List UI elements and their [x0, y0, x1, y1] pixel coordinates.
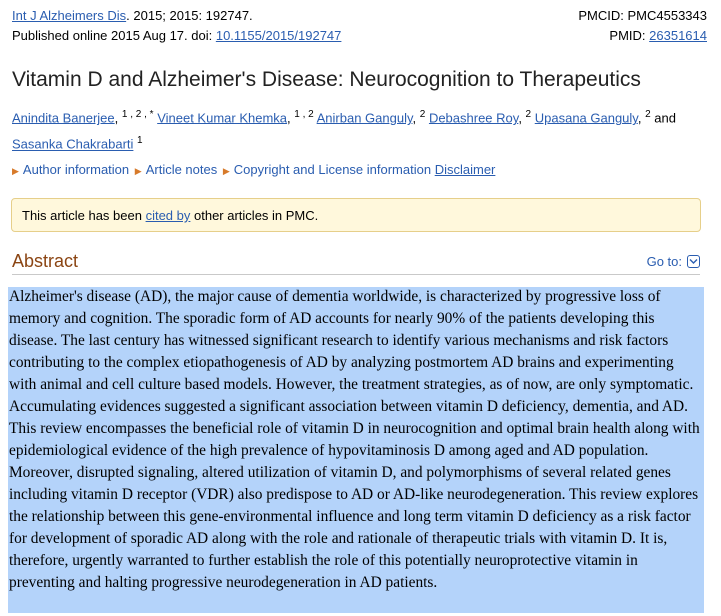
- goto-label: Go to:: [646, 254, 682, 269]
- abstract-header: [12, 251, 700, 275]
- pmcid: PMCID: PMC4553343: [578, 8, 707, 23]
- citation-year-volume: . 2015; 2015: 192747.: [126, 8, 253, 23]
- author-link[interactable]: Vineet Kumar Khemka: [157, 110, 288, 126]
- triangle-right-icon: ▶: [222, 166, 230, 176]
- citation-bar: [12, 6, 707, 46]
- notice-suffix: other articles in PMC.: [190, 208, 319, 223]
- author-affiliation: 1 , 2 , *: [121, 109, 154, 120]
- pmid-label: PMID:: [609, 28, 650, 43]
- author-link[interactable]: Anirban Ganguly: [316, 110, 413, 126]
- and-word: and: [654, 110, 676, 126]
- author-affiliation: 1 , 2: [294, 109, 314, 120]
- abstract-text: Alzheimer's disease (AD), the major cause of dementia worldwide, is characterized by progressive loss of memory and cognition. The sporadic form of AD accounts for nearly 90% of the patients developing this disease. The last century has witnessed significant research to identify various mechanisms and risk factors contributing to the complex etiopathogenesis of AD by analyzing postmortem AD brains and experimenting with animal and cell culture based models. However, the treatment strategies, as of now, are only symptomatic. Accumulating evidences suggested a significant association between vitamin D deficiency, dementia, and AD. This review encompasses the beneficial role of vitamin D in neurocognition and optimal brain health along with epidemiological evidence of the high prevalence of hypovitaminosis D among aged and AD population. Moreover, disrupted signaling, altered utilization of vitamin D, and polymorphisms of several related genes including vitamin D receptor (VDR) also predispose to AD or AD-like neurodegeneration. This review explores the relationship between this gene-environmental influence and long term vitamin D deficiency as a risk factor for development of sporadic AD along with the role and rationale of therapeutic trials with vitamin D. It is, therefore, urgently warranted to further establish the role of this potentially neuroprotective vitamin in preventing and halting progressive neurodegeneration in AD patients.: [9, 288, 700, 591]
- cited-by-link[interactable]: cited by: [145, 208, 191, 223]
- author-link[interactable]: Debashree Roy: [428, 110, 519, 126]
- journal-citation: [12, 6, 253, 26]
- article-notes-link[interactable]: Article notes: [145, 162, 218, 177]
- author-link[interactable]: Sasanka Chakrabarti: [12, 136, 134, 152]
- author-affiliation: 2: [525, 109, 532, 120]
- article-info-links: [12, 160, 495, 181]
- citation-row-1: [12, 6, 707, 26]
- disclaimer-link[interactable]: Disclaimer: [434, 162, 496, 177]
- author-list: Anindita Banerjee, $^{1 , 2 , *}$ Vineet Kumar Khemka, $^{1 , 2}$ Anirban Ganguly, $^2$ Debashree Roy, $^2$ Upasana Ganguly, $^2$ and Sasanka Chakrabarti $^1$: [12, 109, 676, 152]
- author-affiliation: 2: [419, 109, 426, 120]
- cited-by-notice: [11, 198, 701, 232]
- abstract-heading: Abstract: [12, 251, 79, 271]
- doi-link[interactable]: 10.1155/2015/192747: [215, 28, 342, 43]
- author-link[interactable]: Anindita Banerjee: [12, 110, 115, 126]
- chevron-down-icon[interactable]: [687, 255, 700, 268]
- triangle-right-icon: ▶: [12, 166, 19, 176]
- journal-link[interactable]: Int J Alzheimers Dis: [12, 8, 127, 23]
- article-title: Vitamin D and Alzheimer's Disease: Neurocognition to Therapeutics: [12, 68, 641, 91]
- published-text: Published online 2015 Aug 17. doi:: [12, 28, 216, 43]
- published-line: [12, 26, 341, 46]
- goto-menu[interactable]: [647, 254, 700, 269]
- copyright-license-link[interactable]: Copyright and License information: [233, 162, 432, 177]
- pmid-link[interactable]: 26351614: [649, 28, 707, 43]
- pmid: [609, 26, 707, 46]
- triangle-right-icon: ▶: [134, 166, 142, 176]
- citation-row-2: [12, 26, 707, 46]
- author-affiliation: 2: [645, 109, 651, 120]
- author-affiliation: 1: [137, 135, 143, 147]
- notice-prefix: This article has been: [22, 208, 146, 223]
- author-information-link[interactable]: Author information: [22, 162, 130, 177]
- author-link[interactable]: Upasana Ganguly: [534, 110, 638, 126]
